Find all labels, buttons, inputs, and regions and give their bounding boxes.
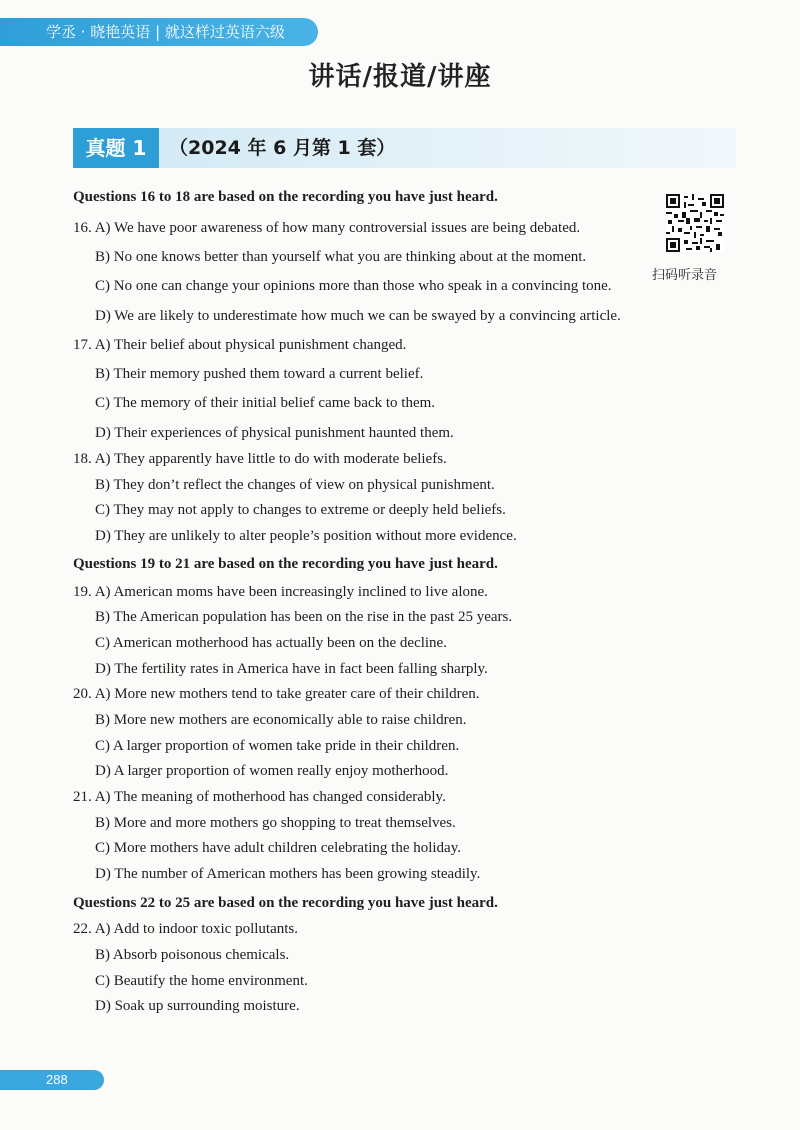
question-19-option-d: D) The fertility rates in America have in fact been falling sharply. [95, 661, 488, 677]
option-text: A) Add to indoor toxic pollutants. [94, 921, 299, 937]
question-17-option-c: C) The memory of their initial belief came back to them. [95, 395, 436, 411]
group-heading: Questions 22 to 25 are based on the recording you have just heard. [73, 895, 498, 911]
question-number: 21. [73, 789, 92, 805]
question-18-option-a [73, 450, 447, 468]
question-20-option-b: B) More new mothers are economically able to raise children. [95, 712, 467, 728]
question-18-option-d: D) They are unlikely to alter people’s position without more evidence. [95, 528, 517, 544]
section-title: 讲话/报道/讲座 [308, 62, 492, 92]
question-number: 19. [73, 584, 92, 600]
question-20-option-a [73, 685, 480, 703]
exam-label: （2024 年 6 月第 1 套） [169, 137, 396, 159]
question-17-option-d: D) Their experiences of physical punishment haunted them. [95, 425, 454, 441]
question-number: 18. [73, 451, 92, 467]
question-17-option-b: B) Their memory pushed them toward a current belief. [95, 366, 424, 382]
question-number: 20. [73, 686, 92, 702]
qr-code[interactable] [666, 194, 724, 252]
option-text: A) We have poor awareness of how many controversial issues are being debated. [94, 220, 581, 236]
question-16-option-c: C) No one can change your opinions more than those who speak in a convincing tone. [95, 278, 612, 294]
question-16-option-d: D) We are likely to underestimate how much we can be swayed by a convincing article. [95, 308, 621, 324]
question-number: 22. [73, 921, 92, 937]
question-19-option-b: B) The American population has been on the rise in the past 25 years. [95, 609, 513, 625]
question-16-option-b: B) No one knows better than yourself what you are thinking about at the moment. [95, 249, 587, 265]
page-number: 288 [0, 1070, 104, 1090]
question-20-option-c: C) A larger proportion of women take pride in their children. [95, 738, 460, 754]
option-text: A) Their belief about physical punishment changed. [94, 337, 407, 353]
option-text: A) American moms have been increasingly inclined to live alone. [94, 584, 488, 600]
question-number: 17. [73, 337, 92, 353]
question-18-option-c: C) They may not apply to changes to extreme or deeply held beliefs. [95, 502, 506, 518]
question-21-option-d: D) The number of American mothers has been growing steadily. [95, 866, 481, 882]
question-21-option-b: B) More and more mothers go shopping to treat themselves. [95, 815, 456, 831]
question-19-option-c: C) American motherhood has actually been on the decline. [95, 635, 447, 651]
qr-caption: 扫码听录音 [652, 268, 718, 283]
question-22-option-b: B) Absorb poisonous chemicals. [95, 947, 290, 963]
question-18-option-b: B) They don’t reflect the changes of view on physical punishment. [95, 477, 495, 493]
question-21-option-a [73, 788, 446, 806]
question-21-option-c: C) More mothers have adult children celebrating the holiday. [95, 840, 461, 856]
question-number: 16. [73, 220, 92, 236]
question-22-option-d: D) Soak up surrounding moisture. [95, 998, 300, 1014]
question-16-option-a [73, 219, 580, 237]
question-22-option-a [73, 920, 298, 938]
option-text: A) They apparently have little to do with moderate beliefs. [94, 451, 447, 467]
question-19-option-a [73, 583, 488, 601]
exam-bar [73, 128, 736, 168]
question-17-option-a [73, 336, 406, 354]
group-heading: Questions 19 to 21 are based on the recording you have just heard. [73, 556, 498, 572]
group-heading: Questions 16 to 18 are based on the recording you have just heard. [73, 189, 498, 205]
option-text: A) More new mothers tend to take greater care of their children. [94, 686, 480, 702]
qr-code-image [666, 194, 724, 252]
header-banner: 学丞 · 晓艳英语 | 就这样过英语六级 [0, 18, 318, 46]
exam-badge: 真题 1 [73, 128, 159, 168]
question-22-option-c: C) Beautify the home environment. [95, 973, 308, 989]
question-20-option-d: D) A larger proportion of women really enjoy motherhood. [95, 763, 449, 779]
option-text: A) The meaning of motherhood has changed considerably. [94, 789, 446, 805]
